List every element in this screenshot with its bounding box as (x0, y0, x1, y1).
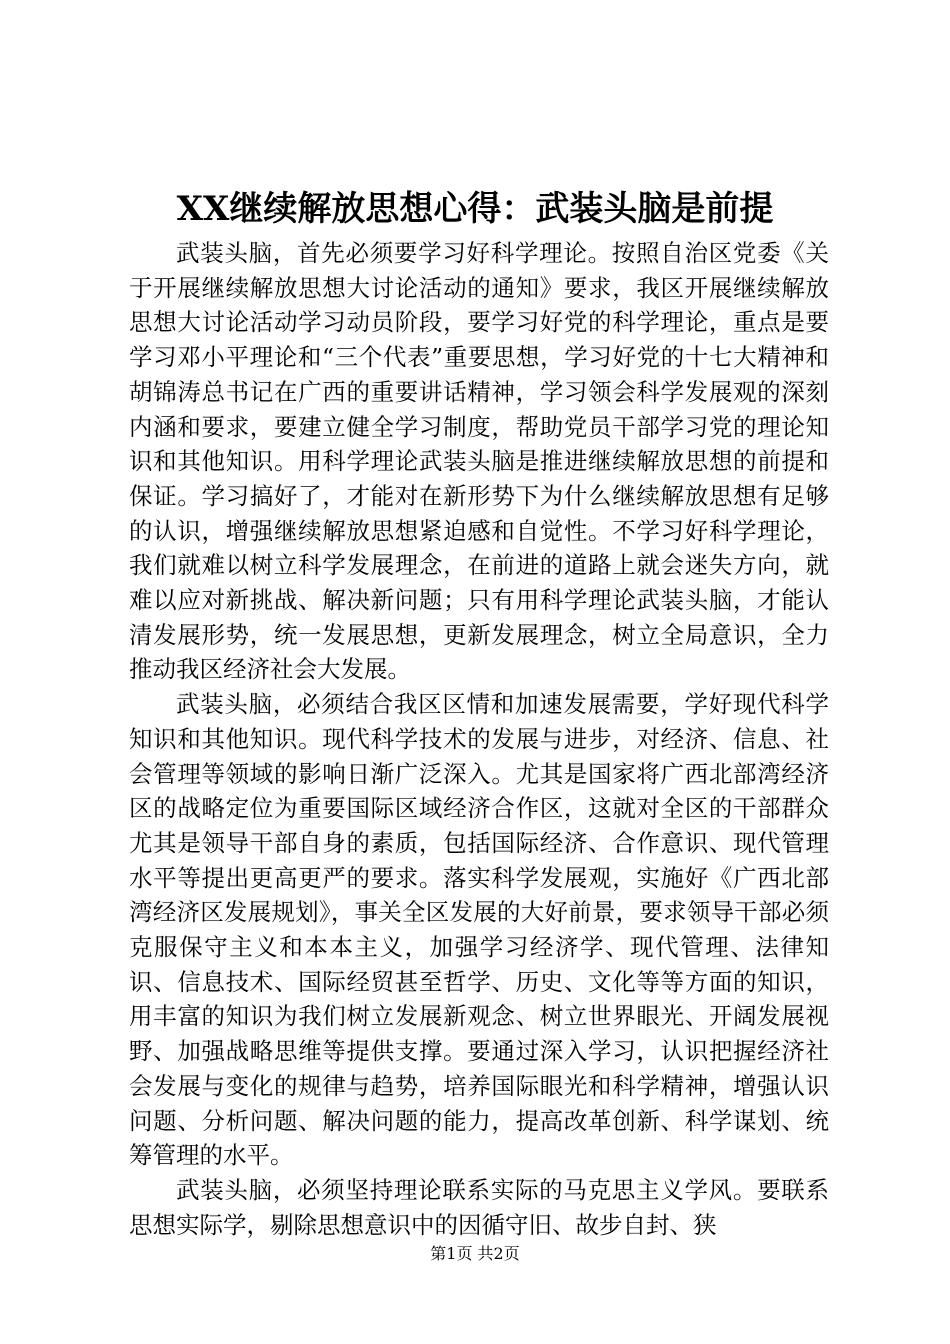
page-number-footer: 第1页 共2页 (430, 1244, 520, 1263)
document-title: XX继续解放思想心得：武装头脑是前提 (176, 189, 774, 229)
document-body (129, 236, 829, 1242)
paragraph-1: 武装头脑，首先必须要学习好科学理论。按照自治区党委《关于开展继续解放思想大讨论活动的通知》要求，我区开展继续解放思想大讨论活动学习动员阶段，要学习好党的科学理论，重点是要学习邓小平理论和“三个代表”重要思想，学习好党的十七大精神和胡锦涛总书记在广西的重要讲话精神，学习领会科学发展观的深刻内涵和要求，要建立健全学习制度，帮助党员干部学习党的理论知识和其他知识。用科学理论武装头脑是推进继续解放思想的前提和保证。学习搞好了，才能对在新形势下为什么继续解放思想有足够的认识，增强继续解放思想紧迫感和自觉性。不学习好科学理论，我们就难以树立科学发展理念，在前进的道路上就会迷失方向，就难以应对新挑战、解决新问题；只有用科学理论武装头脑，才能认清发展形势，统一发展思想，更新发展理念，树立全局意识，全力推动我区经济社会大发展。 (129, 239, 829, 684)
paragraph-3: 武装头脑，必须坚持理论联系实际的马克思主义学风。要联系思想实际学，剔除思想意识中的因循守旧、故步自封、狭 (129, 1175, 829, 1239)
paragraph-2: 武装头脑，必须结合我区区情和加速发展需要，学好现代科学知识和其他知识。现代科学技术的发展与进步，对经济、信息、社会管理等领域的影响日渐广泛深入。尤其是国家将广西北部湾经济区的战略定位为重要国际区域经济合作区，这就对全区的干部群众尤其是领导干部自身的素质，包括国际经济、合作意识、现代管理水平等提出更高更严的要求。落实科学发展观，实施好《广西北部湾经济区发展规划》，事关全区发展的大好前景，要求领导干部必须克服保守主义和本本主义，加强学习经济学、现代管理、法律知识、信息技术、国际经贸甚至哲学、历史、文化等等方面的知识，用丰富的知识为我们树立发展新观念、树立世界眼光、开阔发展视野、加强战略思维等提供支撑。要通过深入学习，认识把握经济社会发展与变化的规律与趋势，培养国际眼光和科学精神，增强认识问题、分析问题、解决问题的能力，提高改革创新、科学谋划、统筹管理的水平。 (129, 690, 829, 1170)
